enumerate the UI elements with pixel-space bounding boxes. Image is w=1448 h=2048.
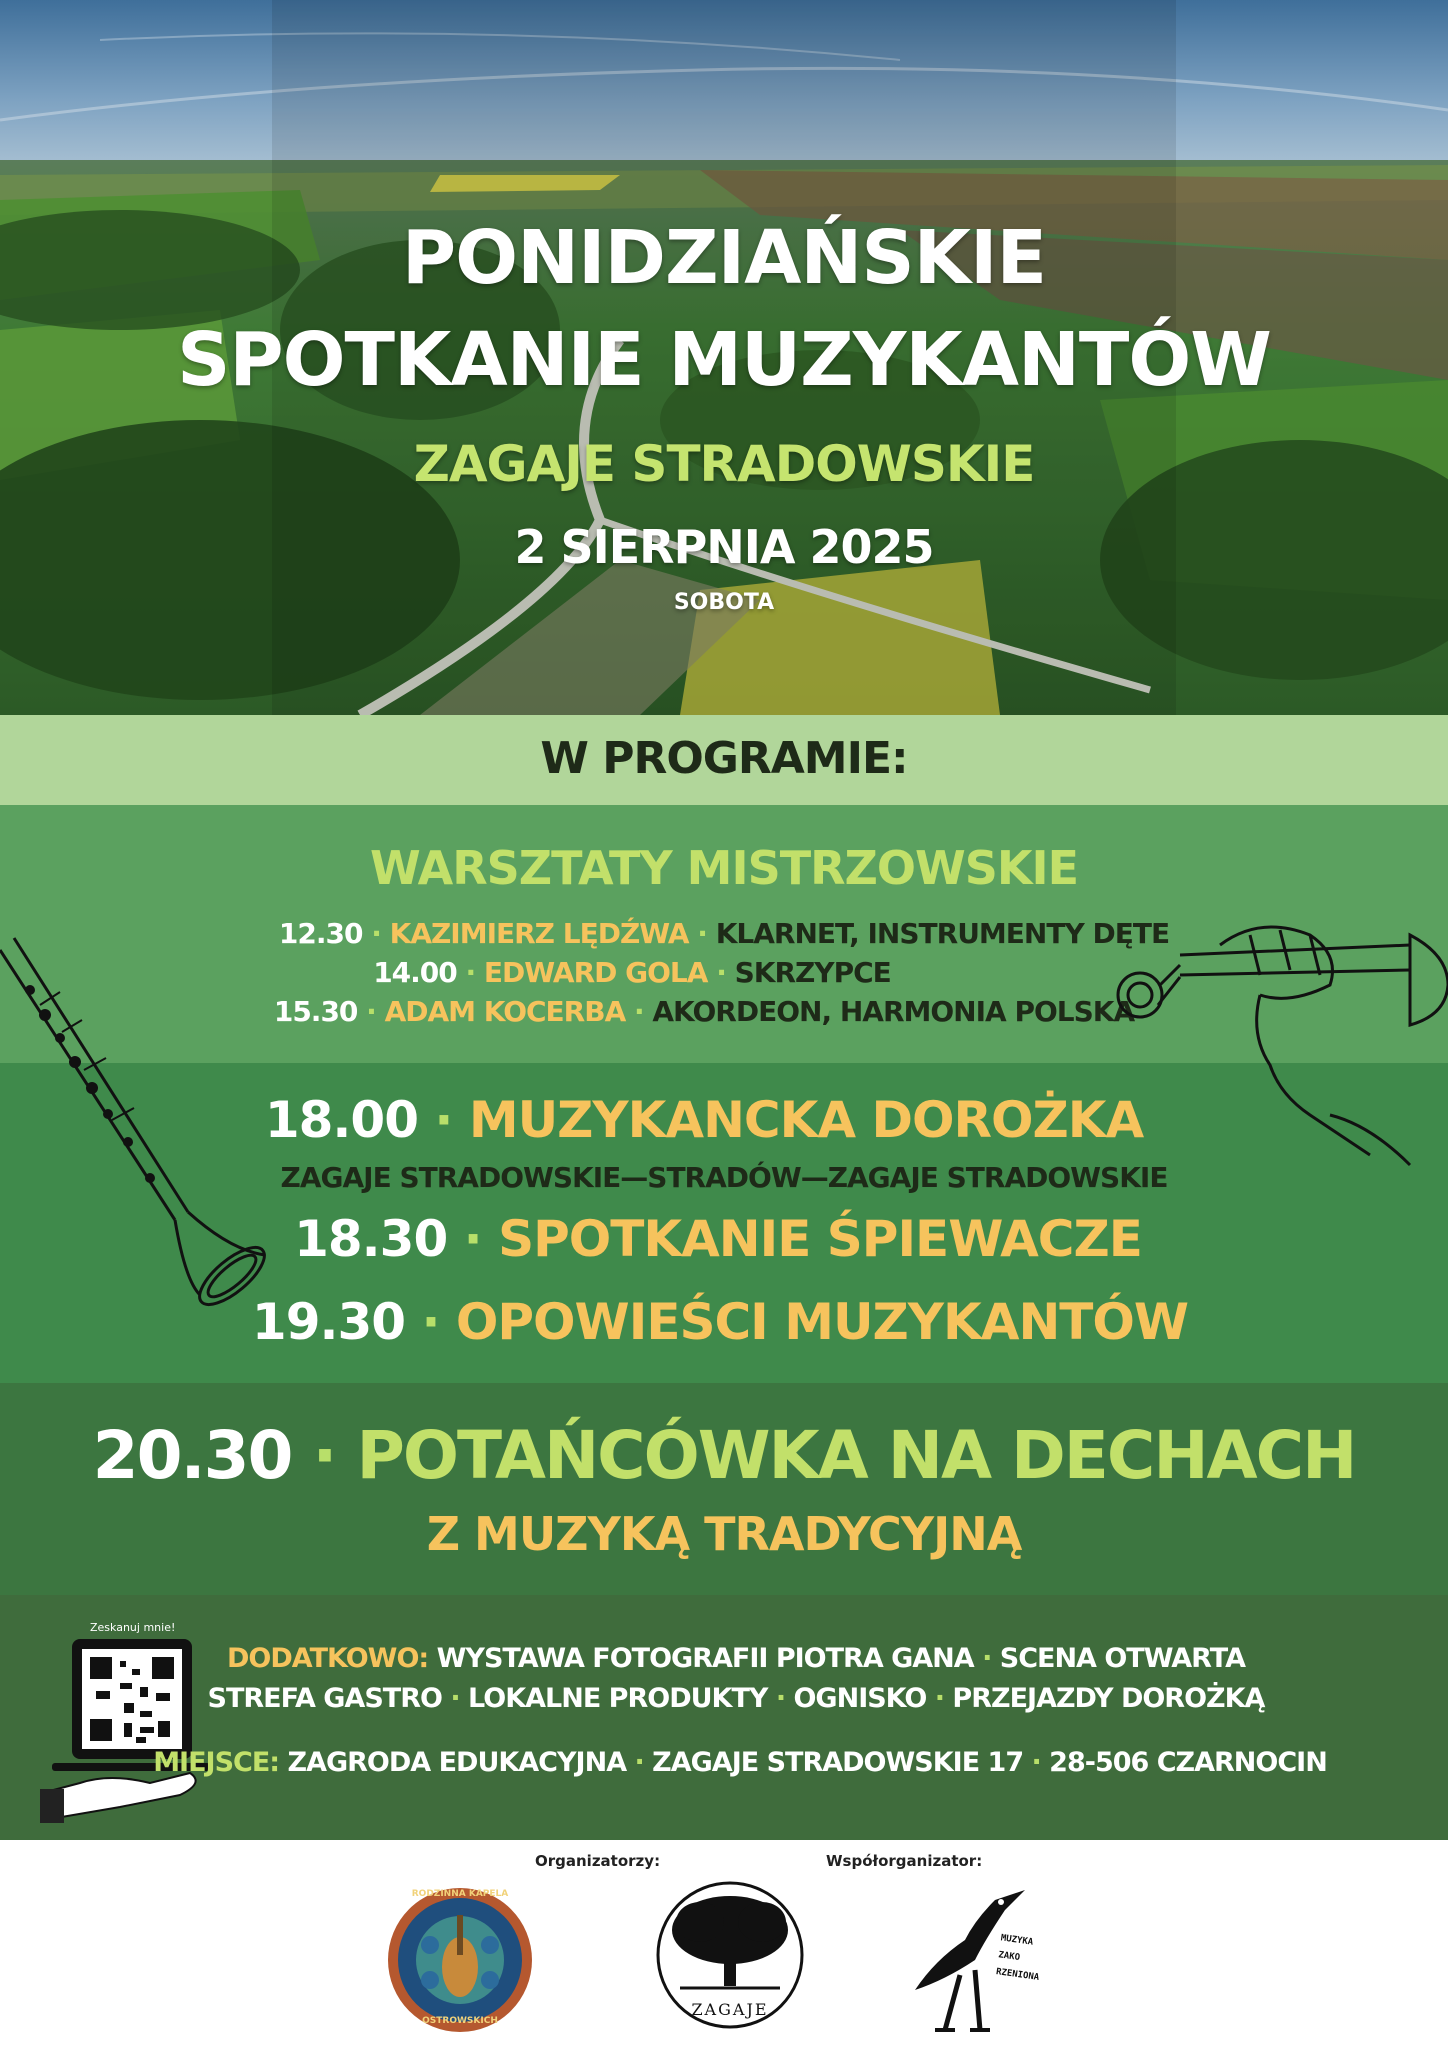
workshop-teacher: KAZIMIERZ LĘDŹWA (389, 917, 689, 950)
event-item: 19.30 · OPOWIEŚCI MUZYKANTÓW (251, 1293, 1189, 1351)
hero-section (0, 0, 1448, 715)
workshop-time: 14.00 (373, 956, 457, 989)
kapela-logo-text-top: RODZINNA KAPELA (411, 1889, 509, 1899)
main-event-title: POTAŃCÓWKA NA DECHACH (356, 1417, 1356, 1494)
event-name: SPOTKANIE ŚPIEWACZE (498, 1210, 1142, 1268)
main-event-section (0, 1383, 1448, 1595)
workshop-teacher: EDWARD GOLA (483, 956, 708, 989)
workshop-item: 12.30 · KAZIMIERZ LĘDŹWA · KLARNET, INSTRUMENTY DĘTE (278, 917, 1170, 950)
additional-item: OGNISKO (793, 1683, 927, 1714)
organizers-label: Organizatorzy: (535, 1852, 661, 1870)
kapela-logo-text-bottom: OSTROWSKICH (422, 2016, 498, 2026)
event-name: MUZYKANCKA DOROŻKA (468, 1091, 1144, 1149)
workshop-time: 12.30 (278, 917, 363, 950)
zagaje-logo-text: ZAGAJE (691, 2000, 769, 2019)
muzyka-logo-text: MUZYKA ZAKO RZENIONA (995, 1933, 1040, 1983)
additional-item: WYSTAWA FOTOGRAFII PIOTRA GANA (436, 1643, 974, 1674)
additional-item: SCENA OTWARTA (999, 1643, 1245, 1674)
event-name: OPOWIEŚCI MUZYKANTÓW (455, 1293, 1189, 1351)
event-date: 2 SIERPNIA 2025 (514, 520, 934, 574)
event-time: 19.30 (251, 1293, 406, 1351)
event-location: ZAGAJE STRADOWSKIE (413, 435, 1035, 493)
main-event-time: 20.30 (92, 1417, 292, 1494)
event-time: 18.00 (264, 1091, 418, 1149)
additional-item: LOKALNE PRODUKTY (468, 1683, 768, 1714)
workshop-item: 14.00 · EDWARD GOLA · SKRZYPCE (373, 956, 891, 989)
program-heading: W PROGRAMIE: (540, 733, 908, 784)
additional-label: DODATKOWO: (227, 1643, 429, 1674)
event-time: 18.30 (294, 1210, 448, 1268)
place-part: 28-506 CZARNOCIN (1049, 1747, 1327, 1778)
workshops-title: WARSZTATY MISTRZOWSKIE (369, 841, 1079, 895)
coorganizer-label: Współorganizator: (826, 1852, 983, 1870)
clarinet-illustration (0, 920, 290, 1310)
workshop-item: 15.30 · ADAM KOCERBA · AKORDEON, HARMONIA POLSKA (273, 995, 1135, 1028)
main-event: 20.30 · POTAŃCÓWKA NA DECHACH (92, 1417, 1356, 1494)
workshop-topic: KLARNET, INSTRUMENTY DĘTE (715, 917, 1170, 950)
additional-item: PRZEJAZDY DOROŻKĄ (952, 1683, 1265, 1714)
workshop-topic: AKORDEON, HARMONIA POLSKA (652, 995, 1135, 1028)
kapela-logo (385, 1885, 535, 2035)
additional-item: STREFA GASTRO (207, 1683, 442, 1714)
workshop-teacher: ADAM KOCERBA (384, 995, 626, 1028)
program-heading-band (0, 715, 1448, 805)
place-label: MIEJSCE: (153, 1747, 280, 1778)
extras-section (0, 1595, 1448, 1840)
event-title-line1: PONIDZIAŃSKIE (401, 215, 1047, 301)
event-item: 18.00 · MUZYKANCKA DOROŻKA (264, 1091, 1144, 1149)
place-line: MIEJSCE: ZAGRODA EDUKACYJNA · ZAGAJE STRADOWSKIE 17 · 28-506 CZARNOCIN (153, 1747, 1327, 1778)
workshop-topic: SKRZYPCE (734, 956, 891, 989)
additional-line1: DODATKOWO: WYSTAWA FOTOGRAFII PIOTRA GANA · SCENA OTWARTA (227, 1643, 1245, 1674)
place-part: ZAGAJE STRADOWSKIE 17 (652, 1747, 1024, 1778)
footer-section (0, 1840, 1448, 2048)
event-item: 18.30 · SPOTKANIE ŚPIEWACZE (294, 1210, 1142, 1268)
qr-caption: Zeskanuj mnie! (90, 1621, 176, 1634)
place-part: ZAGRODA EDUKACYJNA (287, 1747, 627, 1778)
event-weekday: SOBOTA (673, 590, 775, 615)
main-event-subtitle: Z MUZYKĄ TRADYCYJNĄ (426, 1507, 1022, 1561)
violin-hand-illustration (1110, 915, 1448, 1175)
event-route: ZAGAJE STRADOWSKIE—STRADÓW—ZAGAJE STRADOWSKIE (280, 1161, 1168, 1194)
event-title-line2: SPOTKANIE MUZYKANTÓW (177, 317, 1271, 403)
additional-line2: STREFA GASTRO · LOKALNE PRODUKTY · OGNISKO · PRZEJAZDY DOROŻKĄ (207, 1683, 1265, 1714)
workshop-time: 15.30 (273, 995, 358, 1028)
